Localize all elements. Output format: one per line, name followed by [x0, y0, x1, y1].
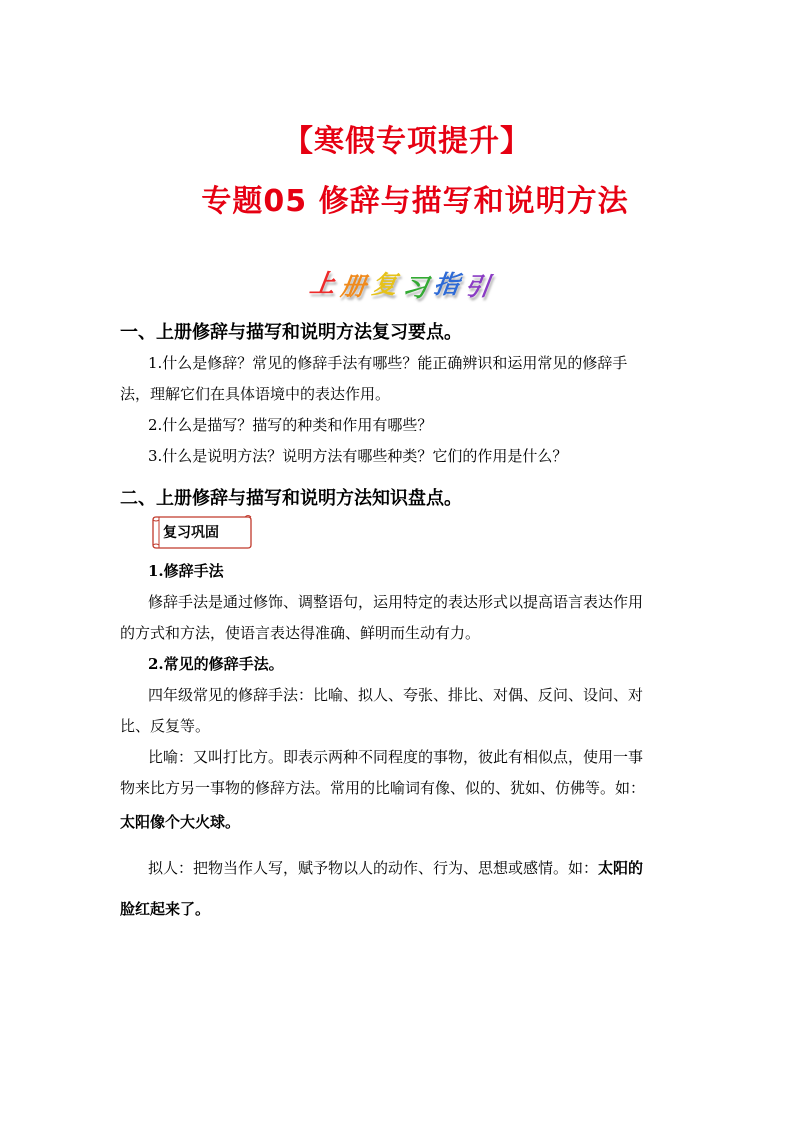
review-scroll-box — [150, 514, 250, 548]
question-3: 3.什么是说明方法？说明方法有哪些种类？它们的作用是什么？ — [148, 447, 568, 465]
question-1-line-2: 法，理解它们在具体语境中的表达作用。 — [120, 385, 391, 403]
wordart-char: 习 — [400, 273, 430, 302]
question-2: 2.什么是描写？描写的种类和作用有哪些？ — [148, 416, 433, 434]
section-1-heading: 一、上册修辞与描写和说明方法复习要点。 — [120, 322, 462, 343]
personification-line-1 — [148, 853, 643, 884]
scroll-box-label: 复习巩固 — [163, 525, 219, 541]
wordart-char: 指 — [431, 270, 462, 299]
personification-example-b: 脸红起来了。 — [120, 900, 211, 918]
section-2-heading: 二、上册修辞与描写和说明方法知识盘点。 — [120, 488, 462, 509]
rhetoric-def-line-1: 修辞手法是通过修饰、调整语句，运用特定的表达形式以提高语言表达作用 — [148, 593, 644, 611]
wordart-char: 复 — [369, 270, 400, 299]
metaphor-line-1: 比喻：又叫打比方。即表示两种不同程度的事物，彼此有相似点，使用一事 — [148, 748, 644, 766]
wordart-review-guide — [310, 262, 550, 306]
wordart-char: 引 — [462, 272, 492, 301]
question-1-line-1: 1.什么是修辞？常见的修辞手法有哪些？能正确辨识和运用常见的修辞手 — [148, 354, 628, 372]
subheading-rhetoric: 1.修辞手法 — [148, 562, 224, 580]
common-rhetoric-line-1: 四年级常见的修辞手法：比喻、拟人、夸张、排比、对偶、反问、设问、对 — [148, 686, 644, 704]
common-rhetoric-line-2: 比、反复等。 — [120, 717, 211, 735]
wordart-char: 上 — [308, 269, 338, 298]
metaphor-example: 太阳像个大火球。 — [120, 813, 241, 831]
personification-text: 拟人：把物当作人写，赋予物以人的动作、行为、思想或感情。如： — [148, 859, 599, 877]
personification-example-a: 太阳的 — [598, 859, 644, 877]
page-title-line-1: 【寒假专项提升】 — [283, 124, 531, 159]
wordart-char: 册 — [338, 272, 368, 301]
page-title-line-2: 专题05 修辞与描写和说明方法 — [201, 184, 629, 219]
rhetoric-def-line-2: 的方式和方法，使语言表达得准确、鲜明而生动有力。 — [120, 624, 481, 642]
subheading-common-rhetoric: 2.常见的修辞手法。 — [148, 655, 284, 673]
metaphor-line-2: 物来比方另一事物的修辞方法。常用的比喻词有像、似的、犹如、仿佛等。如： — [120, 779, 646, 797]
